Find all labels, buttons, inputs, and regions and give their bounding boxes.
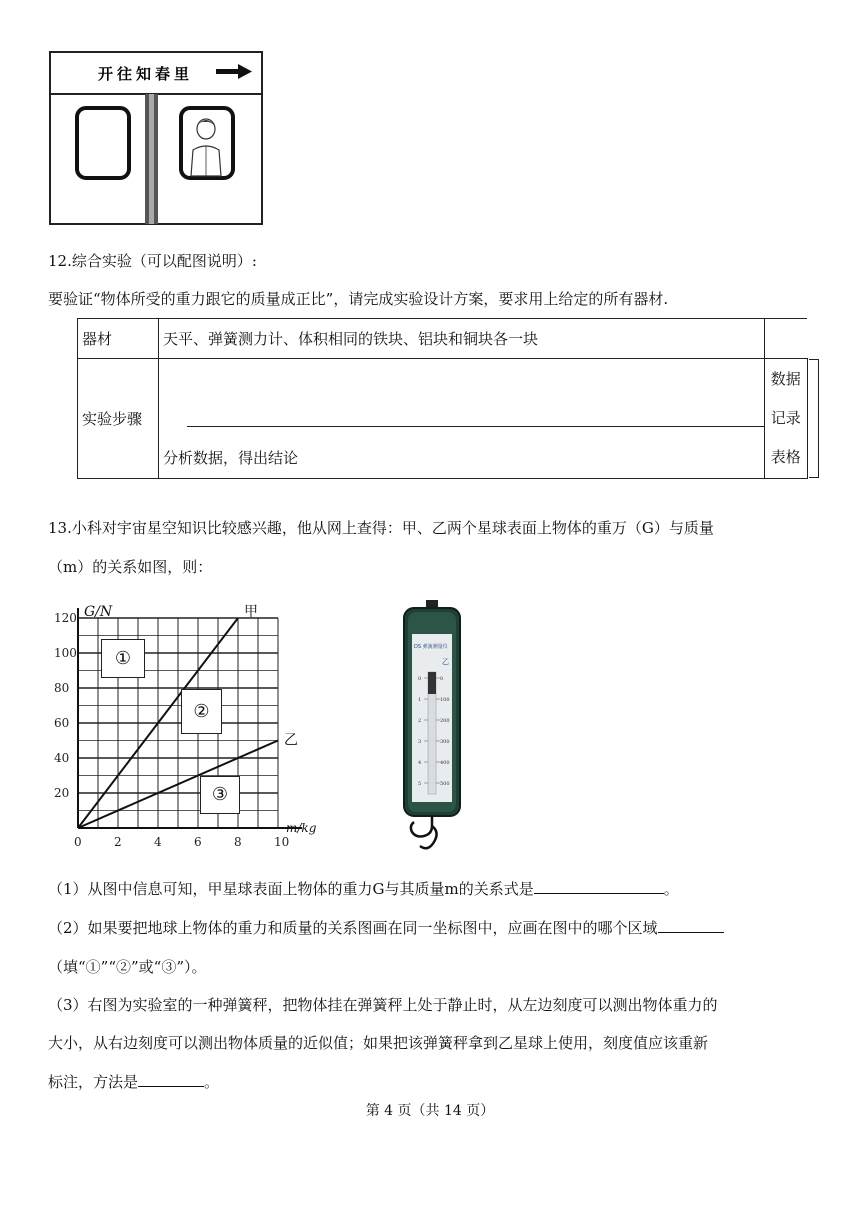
region-label-2: ② [181, 689, 222, 734]
q12-experiment-table [77, 318, 808, 479]
svg-text:400: 400 [440, 760, 450, 766]
region-label-1: ① [101, 639, 145, 678]
y-axis-label: G/N [84, 604, 113, 620]
x-tick-label: 2 [114, 835, 122, 849]
equipment-value: 天平、弹簧测力计、体积相同的铁块、铝块和铜块各一块 [159, 319, 765, 359]
scale-marker: 乙 [442, 658, 449, 666]
x-tick-label: 8 [234, 835, 242, 849]
q13-sub2-1: （2）如果要把地球上物体的重力和质量的关系图画在同一坐标图中，应画在图中的哪个区域 [48, 917, 724, 938]
q12-requirement: 要验证“物体所受的重力跟它的质量成正比”，请完成实验设计方案，要求用上给定的所有器材. [48, 290, 669, 308]
train-door-figure [48, 50, 264, 226]
x-tick-origin: 0 [74, 835, 82, 849]
svg-text:2: 2 [418, 718, 422, 724]
svg-text:200: 200 [440, 718, 450, 724]
page-footer: 第 4 页（共 14 页） [365, 1103, 495, 1119]
svg-text:4: 4 [418, 760, 422, 766]
data-record-cell: 数据 记录 表格 [765, 359, 808, 479]
answer-blank-2[interactable] [658, 918, 724, 933]
svg-text:5: 5 [418, 781, 422, 787]
record-table-edge [809, 359, 819, 478]
y-tick-label: 120 [54, 611, 77, 625]
q12-title: 12.综合实验（可以配图说明）: [48, 252, 257, 270]
q13-sub2-2: （填“①”“②”或“③”）。 [48, 958, 207, 976]
svg-text:0: 0 [418, 676, 422, 682]
spring-scale-image [396, 600, 468, 860]
train-sign-text: 开往知春里 [98, 65, 194, 83]
y-tick-label: 60 [54, 716, 70, 730]
g-m-chart [40, 600, 317, 860]
y-tick-label: 40 [54, 751, 70, 765]
answer-line[interactable] [187, 426, 764, 427]
q13-sub3-3: 标注，方法是 。 [48, 1073, 220, 1091]
svg-text:0: 0 [440, 676, 444, 682]
answer-blank-1[interactable] [534, 879, 664, 894]
scale-hook [411, 816, 437, 848]
region-label-3: ③ [200, 776, 240, 814]
equipment-label: 器材 [78, 319, 159, 359]
series-label-2: 乙 [284, 732, 298, 749]
svg-text:1: 1 [418, 697, 422, 703]
y-tick-label: 80 [54, 681, 70, 695]
q13-sub3-2: 大小，从右边刻度可以测出物体质量的近似值；如果把该弹簧秤拿到乙星球上使用，刻度值应该重新 [48, 1034, 709, 1052]
q13-intro-1: 13.小科对宇宙星空知识比较感兴趣，他从网上查得：甲、乙两个星球表面上物体的重万（G）与质量 [48, 519, 714, 537]
answer-blank-3[interactable] [138, 1072, 204, 1087]
x-axis-label: m/kg [286, 821, 317, 835]
steps-label: 实验步骤 [78, 359, 159, 479]
x-tick-label: 4 [154, 835, 162, 849]
svg-text:500: 500 [440, 781, 450, 787]
q13-sub1: （1）从图中信息可知，甲星球表面上物体的重力G与其质量m的关系式是 。 [48, 880, 679, 898]
x-tick-label: 10 [274, 835, 290, 849]
q13-intro-2: （m）的关系如图，则： [48, 558, 213, 576]
svg-text:3: 3 [418, 739, 422, 745]
scale-top-label: DS 弹簧测量仪 [414, 644, 448, 650]
steps-conclusion: 分析数据，得出结论 [163, 449, 299, 467]
q13-sub3-1: （3）右图为实验室的一种弹簧秤，把物体挂在弹簧秤上处于静止时，从左边刻度可以测出物体重力的 [48, 996, 718, 1014]
y-tick-label: 100 [54, 646, 77, 660]
svg-text:100: 100 [440, 697, 450, 703]
x-tick-label: 6 [194, 835, 202, 849]
svg-text:300: 300 [440, 739, 450, 745]
y-tick-label: 20 [54, 786, 70, 800]
series-label-1: 甲 [244, 604, 258, 620]
